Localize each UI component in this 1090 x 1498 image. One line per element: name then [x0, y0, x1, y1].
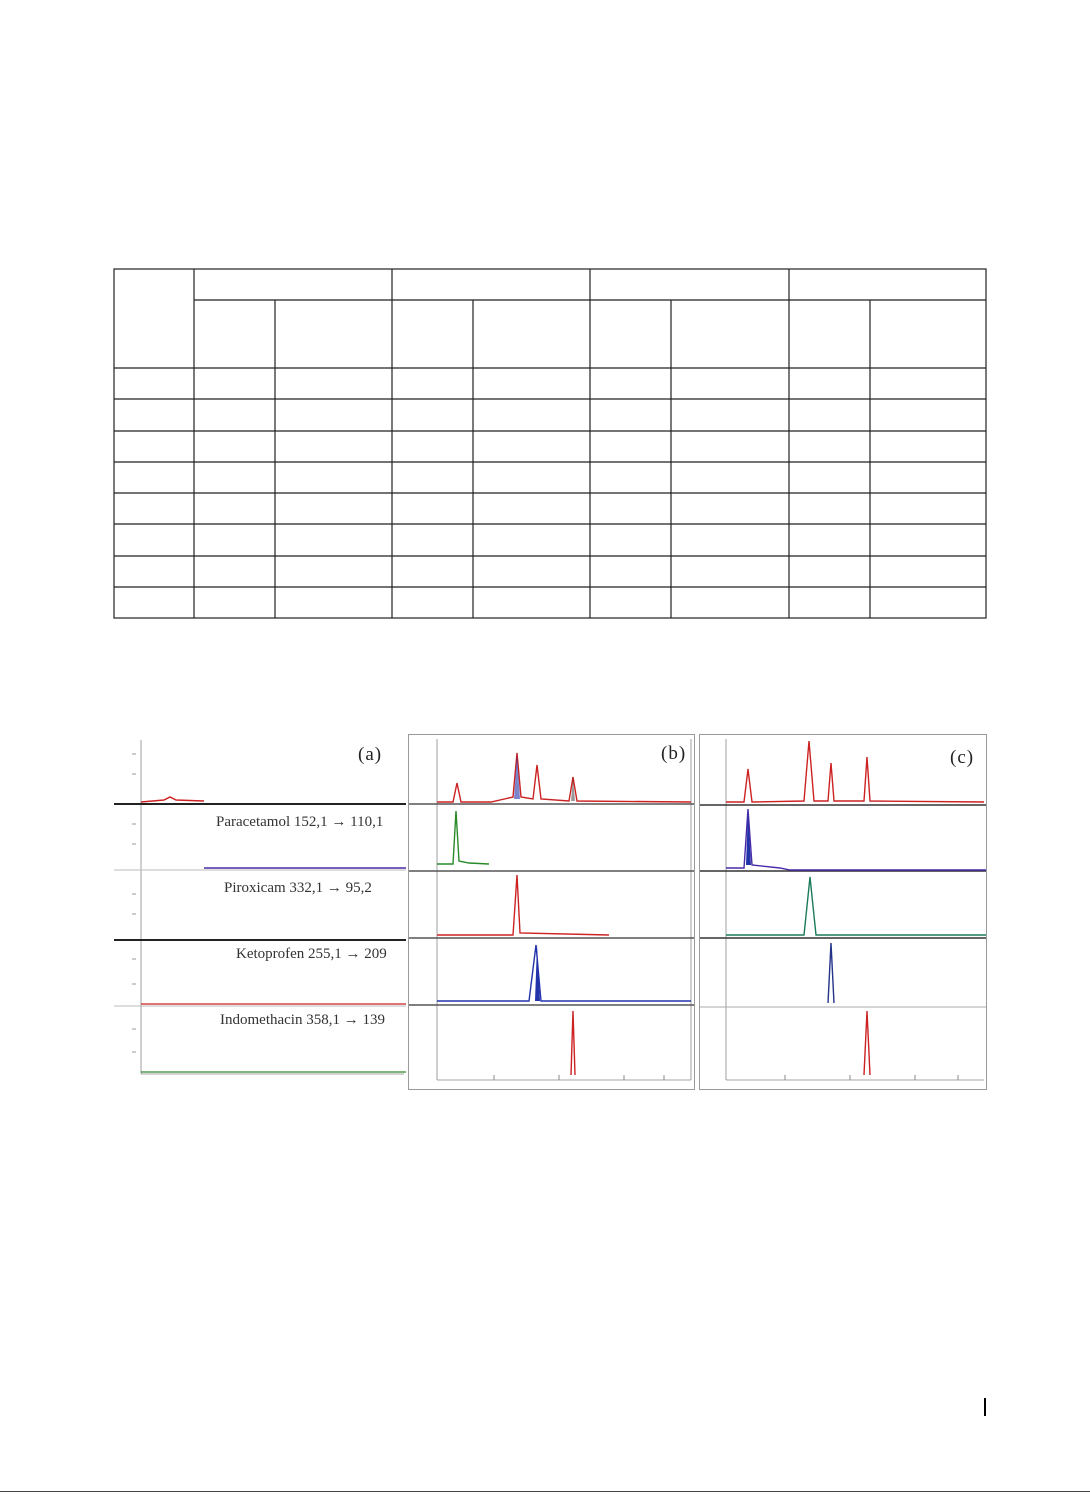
- data-table: [0, 0, 1090, 700]
- panel-label-b: (b): [661, 743, 687, 764]
- trace-indomethacin: [864, 1011, 870, 1075]
- panel-label-a: (a): [358, 744, 383, 765]
- chromatogram-panel-b: [408, 734, 695, 1090]
- trace-paracetamol: [726, 809, 987, 870]
- tic-trace: [726, 741, 984, 802]
- trace-ketoprofen: [828, 943, 834, 1003]
- chromatogram-panel-a: [114, 734, 406, 1090]
- page-marker: [984, 1398, 986, 1416]
- trace-piroxicam: [726, 877, 987, 935]
- trace-ketoprofen: [437, 945, 691, 1001]
- trace-paracetamol: [437, 811, 489, 864]
- tic-trace: [141, 797, 204, 802]
- trace-piroxicam: [437, 875, 609, 935]
- transition-label-piroxicam: Piroxicam 332,1 → 95,2: [224, 880, 372, 896]
- footer-rule: [0, 1491, 1090, 1492]
- trace-indomethacin: [571, 1011, 575, 1075]
- table-border: [114, 269, 986, 618]
- tic-trace: [437, 753, 691, 802]
- transition-label-indomethacin: Indomethacin 358,1 → 139: [220, 1012, 385, 1028]
- transition-label-paracetamol: Paracetamol 152,1 → 110,1: [216, 814, 384, 830]
- panel-label-c: (c): [950, 747, 975, 768]
- chromatogram-panel-c: [699, 734, 987, 1090]
- transition-label-ketoprofen: Ketoprofen 255,1 → 209: [236, 946, 387, 962]
